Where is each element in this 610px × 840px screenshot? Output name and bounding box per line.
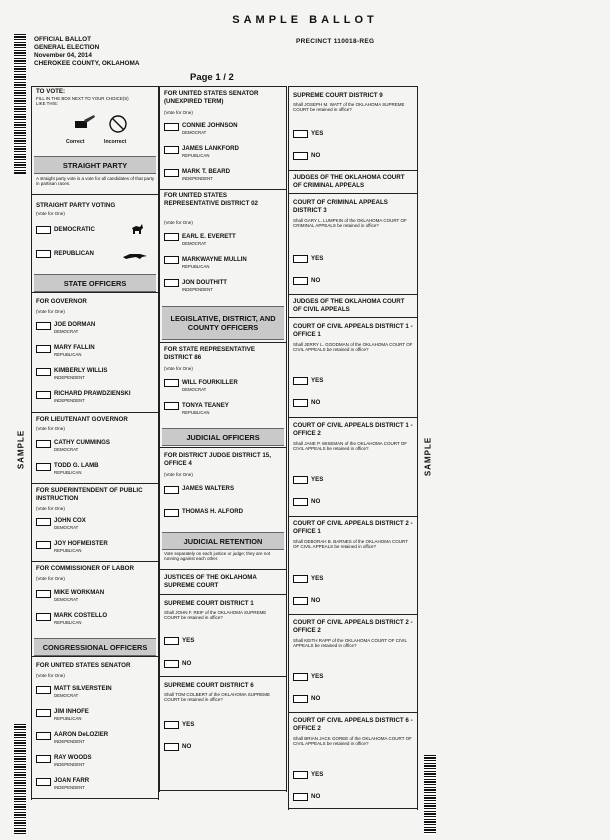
section-header-judicial: JUDICIAL OFFICERS [162,428,284,446]
candidate-party: DEMOCRAT [182,130,207,135]
candidate-name: RAY WOODS [54,754,92,761]
vote-box-candidate[interactable] [36,345,51,353]
candidate-party: DEMOCRAT [54,597,79,602]
vote-for-one: (Vote for One) [36,211,65,216]
vote-box-candidate[interactable] [36,686,51,694]
candidate-name: THOMAS H. ALFORD [182,508,244,515]
header-line: GENERAL ELECTION [34,44,100,51]
straight-party-note: A straight party vote is a vote for all candidates of that party in partisan races. [36,176,155,187]
correct-label: Correct [66,139,85,145]
vote-for-one: (Vote for One) [164,220,193,225]
party-name: REPUBLICAN [54,250,94,257]
race-title: FOR STATE REPRESENTATIVE DISTRICT 86 [164,346,255,361]
race-title: FOR UNITED STATES SENATOR [36,662,131,669]
race-title: COURT OF CRIMINAL APPEALS DISTRICT 3 [293,199,388,214]
vote-box-candidate[interactable] [36,368,51,376]
vote-box-candidate[interactable] [36,518,51,526]
retention-question: Shall JERRY L. GOODMAN of the OKLAHOMA COURT OF CIVIL APPEALS be retained in office? [293,342,413,353]
candidate-name: JOE DORMAN [54,321,96,328]
candidate-name: WILL FOURKILLER [182,379,238,386]
race-title: SUPREME COURT DISTRICT 6 [164,682,254,689]
yes-label: YES [311,255,324,262]
yes-label: YES [311,771,324,778]
vote-box-candidate[interactable] [164,123,179,131]
no-label: NO [311,695,321,702]
race-title: COURT OF CIVIL APPEALS DISTRICT 1 - OFFICE 1 [293,323,413,338]
candidate-name: AARON DeLOZIER [54,731,109,738]
side-label-left: SAMPLE [16,429,26,470]
candidate-name: JON DOUTHITT [182,279,228,286]
vote-box-candidate[interactable] [36,613,51,621]
retention-note: Vote separately on each justice or judge; they are not running against each other. [164,551,271,562]
vote-box-candidate[interactable] [36,590,51,598]
vote-for-one: (Vote for One) [36,506,65,511]
ballot-column-2 [159,86,287,792]
no-label: NO [311,277,321,284]
retention-question: Shall DEBORAH B. BARNES of the OKLAHOMA COURT OF CIVIL APPEALS be retained in office? [293,539,408,550]
candidate-party: DEMOCRAT [182,387,207,392]
candidate-party: INDEPENDENT [54,762,85,767]
candidate-name: EARL E. EVERETT [182,233,236,240]
candidate-party: REPUBLICAN [182,410,210,415]
yes-label: YES [182,721,195,728]
vote-box-candidate[interactable] [36,778,51,786]
candidate-name: MARY FALLIN [54,344,95,351]
candidate-name: MARK COSTELLO [54,612,108,619]
vote-box-yes[interactable] [293,575,308,583]
barcode-top-left [14,34,26,174]
incorrect-label: Incorrect [104,139,127,145]
vote-box-yes[interactable] [293,771,308,779]
vote-box-candidate[interactable] [164,169,179,177]
no-label: NO [311,793,321,800]
candidate-party: INDEPENDENT [54,739,85,744]
party-name: DEMOCRATIC [54,226,95,233]
candidate-name: KIMBERLY WILLIS [54,367,108,374]
vote-for-one: (Vote for One) [36,576,65,581]
retention-question: Shall KEITH RAPP of the OKLAHOMA COURT OF CIVIL APPEALS be retained in office? [293,638,407,649]
yes-label: YES [311,130,324,137]
candidate-party: REPUBLICAN [54,352,82,357]
candidate-name: MARKWAYNE MULLIN [182,256,247,263]
candidate-name: JAMES WALTERS [182,485,235,492]
vote-box-republican[interactable] [36,250,51,258]
vote-box-candidate[interactable] [36,440,51,448]
retention-question: Shall TOM COLBERT of the OKLAHOMA SUPREME COURT be retained in office? [164,692,270,703]
candidate-name: JAMES LANKFORD [182,145,239,152]
vote-box-candidate[interactable] [36,541,51,549]
section-header-legislative: LEGISLATIVE, DISTRICT, AND COUNTY OFFICERS [162,306,284,340]
candidate-party: DEMOCRAT [54,525,79,530]
candidate-party: REPUBLICAN [182,264,210,269]
vote-box-candidate[interactable] [164,279,179,287]
vote-box-no[interactable] [293,597,308,605]
candidate-name: TODD G. LAMB [54,462,99,469]
candidate-party: REPUBLICAN [54,548,82,553]
race-title: FOR COMMISSIONER OF LABOR [36,565,134,572]
candidate-party: REPUBLICAN [182,153,210,158]
header-line: CHEROKEE COUNTY, OKLAHOMA [34,60,140,67]
header-line: OFFICIAL BALLOT [34,36,92,43]
section-header-judicial-retention: JUDICIAL RETENTION [162,532,284,550]
vote-box-candidate[interactable] [36,732,51,740]
race-title: COURT OF CIVIL APPEALS DISTRICT 6 - OFFICE 2 [293,717,413,732]
candidate-party: INDEPENDENT [182,176,213,181]
candidate-party: DEMOCRAT [54,447,79,452]
vote-box-yes[interactable] [293,255,308,263]
vote-box-candidate[interactable] [36,322,51,330]
candidate-name: JIM INHOFE [54,708,89,715]
ballot-header-info [34,36,139,68]
candidate-name: MIKE WORKMAN [54,589,105,596]
vote-box-yes[interactable] [293,377,308,385]
vote-box-candidate[interactable] [164,256,179,264]
vote-box-democratic[interactable] [36,226,51,234]
race-title: SUPREME COURT DISTRICT 9 [293,92,383,99]
no-label: NO [311,152,321,159]
candidate-party: INDEPENDENT [54,785,85,790]
incorrect-mark-icon [108,114,128,134]
vote-for-one: (Vote for One) [164,366,193,371]
barcode-bottom-left [14,724,26,834]
candidate-name: MATT SILVERSTEIN [54,685,112,692]
race-title: FOR DISTRICT JUDGE DISTRICT 15, OFFICE 4 [164,452,271,467]
ballot-column-1 [31,86,159,800]
yes-label: YES [311,377,324,384]
instructions-text: FILL IN THE BOX NEXT TO YOUR CHOICE(S) LIKE THIS: [36,96,129,106]
vote-box-yes[interactable] [293,130,308,138]
vote-box-candidate[interactable] [36,463,51,471]
elephant-icon [122,248,148,266]
retention-question: Shall GARY L. LUMPKIN of the OKLAHOMA COURT OF CRIMINAL APPEALS be retained in office? [293,218,407,229]
vote-box-yes[interactable] [164,637,179,645]
race-title: FOR GOVERNOR [36,298,87,305]
barcode-bottom-right [424,755,436,835]
race-title: FOR UNITED STATES SENATOR (UNEXPIRED TERM) [164,90,259,105]
candidate-party: INDEPENDENT [54,398,85,403]
header-line: November 04, 2014 [34,52,92,59]
correct-mark-icon [74,114,96,132]
vote-box-candidate[interactable] [36,755,51,763]
race-title: SUPREME COURT DISTRICT 1 [164,600,254,607]
candidate-name: MARK T. BEARD [182,168,231,175]
no-label: NO [311,597,321,604]
candidate-name: JOAN FARR [54,777,90,784]
section-header-congressional: CONGRESSIONAL OFFICERS [34,638,156,656]
precinct-label: PRECINCT 110018-REG [296,38,375,45]
donkey-icon [130,222,144,241]
no-label: NO [182,660,192,667]
section-subheading: JUDGES OF THE OKLAHOMA COURT OF CRIMINAL APPEALS [293,174,405,189]
candidate-party: INDEPENDENT [182,287,213,292]
race-title: FOR LIEUTENANT GOVERNOR [36,416,128,423]
candidate-party: DEMOCRAT [54,693,79,698]
page-number: Page 1 / 2 [190,72,234,83]
vote-box-candidate[interactable] [164,402,179,410]
vote-box-yes[interactable] [293,673,308,681]
vote-for-one: (Vote for One) [36,673,65,678]
yes-label: YES [311,476,324,483]
section-header-state-officers: STATE OFFICERS [34,274,156,292]
yes-label: YES [182,637,195,644]
retention-question: Shall JOSEPH M. WATT of the OKLAHOMA SUPREME COURT be retained in office? [293,102,405,113]
candidate-name: CONNIE JOHNSON [182,122,238,129]
vote-box-candidate[interactable] [164,233,179,241]
yes-label: YES [311,575,324,582]
instructions-title: TO VOTE: [36,88,66,95]
vote-box-no[interactable] [164,743,179,751]
yes-label: YES [311,673,324,680]
vote-box-yes[interactable] [164,721,179,729]
race-title: FOR UNITED STATES REPRESENTATIVE DISTRICT 02 [164,192,258,207]
side-label-right: SAMPLE [423,436,433,477]
candidate-name: RICHARD PRAWDZIENSKI [54,390,131,397]
vote-box-candidate[interactable] [164,486,179,494]
candidate-party: REPUBLICAN [54,716,82,721]
candidate-party: INDEPENDENT [54,375,85,380]
candidate-name: TONYA TEANEY [182,402,229,409]
retention-question: Shall JOHN F. REIF of the OKLAHOMA SUPREME COURT be retained in office? [164,610,267,621]
no-label: NO [182,743,192,750]
candidate-party: REPUBLICAN [54,470,82,475]
vote-for-one: (Vote for One) [164,472,193,477]
candidate-name: JOY HOFMEISTER [54,540,108,547]
race-title: COURT OF CIVIL APPEALS DISTRICT 1 - OFFICE 2 [293,422,413,437]
retention-question: Shall BRIAN JACK GOREE of the OKLAHOMA COURT OF CIVIL APPEALS be retained in office? [293,736,412,747]
ballot-title: SAMPLE BALLOT [232,14,378,26]
vote-for-one: (Vote for One) [36,426,65,431]
vote-box-no[interactable] [293,399,308,407]
vote-box-candidate[interactable] [164,146,179,154]
vote-box-no[interactable] [293,793,308,801]
candidate-name: CATHY CUMMINGS [54,439,110,446]
section-subheading: JUDGES OF THE OKLAHOMA COURT OF CIVIL APPEALS [293,298,405,313]
race-title: STRAIGHT PARTY VOTING [36,202,116,209]
ballot-column-3 [288,86,418,810]
vote-box-no[interactable] [293,277,308,285]
race-title: COURT OF CIVIL APPEALS DISTRICT 2 - OFFICE 2 [293,619,413,634]
no-label: NO [311,498,321,505]
no-label: NO [311,399,321,406]
vote-box-no[interactable] [293,498,308,506]
vote-box-yes[interactable] [293,476,308,484]
vote-box-candidate[interactable] [36,709,51,717]
section-subheading: JUSTICES OF THE OKLAHOMA SUPREME COURT [164,574,257,589]
vote-for-one: (Vote for One) [164,110,193,115]
candidate-party: DEMOCRAT [54,329,79,334]
vote-for-one: (Vote for One) [36,309,65,314]
candidate-name: JOHN COX [54,517,86,524]
section-header-straight-party: STRAIGHT PARTY [34,156,156,174]
race-title: COURT OF CIVIL APPEALS DISTRICT 2 - OFFICE 1 [293,520,413,535]
vote-box-no[interactable] [293,152,308,160]
vote-box-candidate[interactable] [164,509,179,517]
candidate-party: DEMOCRAT [182,241,207,246]
vote-box-candidate[interactable] [164,379,179,387]
vote-box-no[interactable] [293,695,308,703]
vote-box-no[interactable] [164,660,179,668]
vote-box-candidate[interactable] [36,391,51,399]
candidate-party: REPUBLICAN [54,620,82,625]
retention-question: Shall JANE P. WISEMAN of the OKLAHOMA COURT OF CIVIL APPEALS be retained in office? [293,441,408,452]
race-title: FOR SUPERINTENDENT OF PUBLIC INSTRUCTION [36,487,143,502]
